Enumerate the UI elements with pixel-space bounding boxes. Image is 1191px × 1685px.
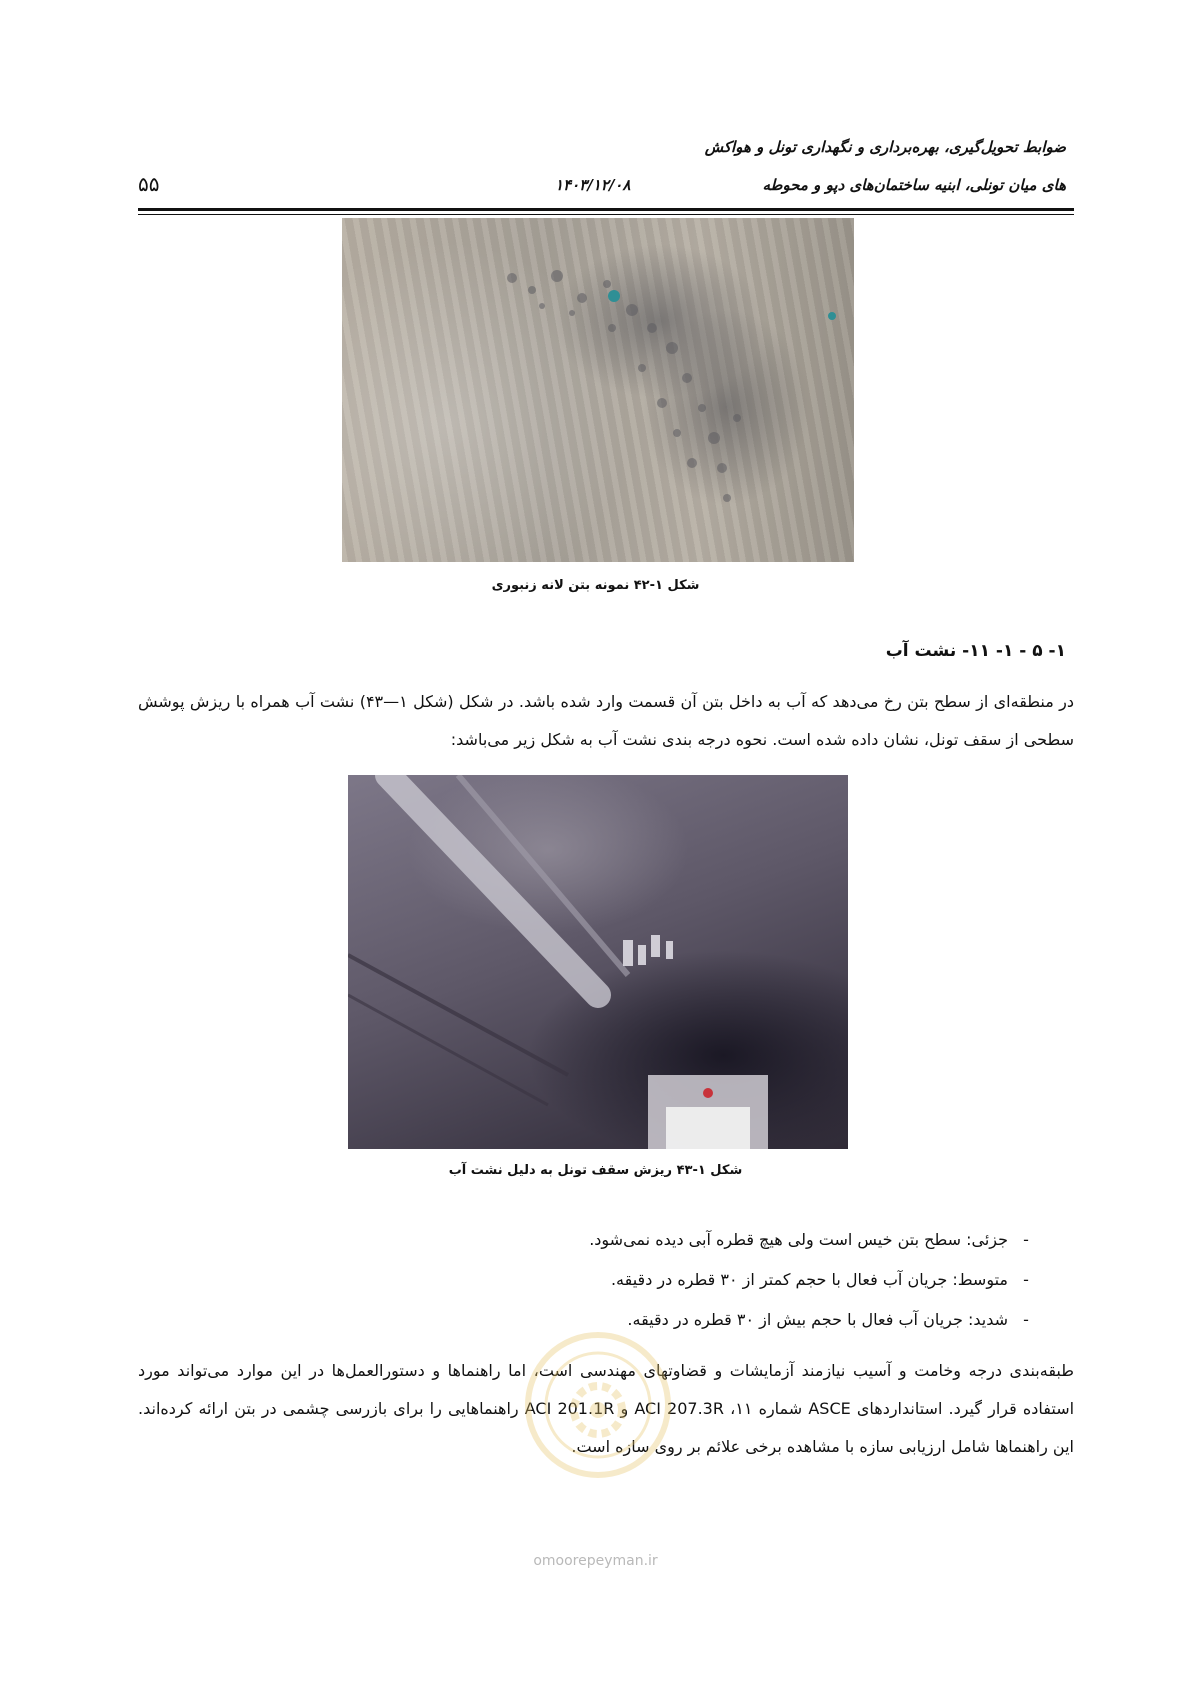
- honeycomb-concrete-photo: [342, 218, 854, 562]
- leak-grade-list: [244, 1220, 1044, 1340]
- header-date: ۱۴۰۳/۱۲/۰۸: [555, 176, 631, 194]
- tunnel-scene: [348, 775, 848, 1149]
- figure42-caption: شکل ۱-۴۲ نمونه بتن لانه زنبوری: [491, 578, 700, 593]
- paragraph-water-leak: در منطقه‌ای از سطح بتن رخ می‌دهد که آب به داخل بتن آن قسمت وارد شده باشد. در شکل (شکل ۱—۴۳) نشت آب همراه با ریزش پوشش سطحی از سقف تونل، نشان داده شده است. نحوه درجه بندی نشت آب به شکل زیر می‌باشد:: [138, 692, 1075, 749]
- list-item: - شدید: جریان آب فعال با حجم بیش از ۳۰ قطره در دقیقه.: [244, 1300, 1044, 1340]
- watermark-site: omoorepeyman.ir: [533, 1553, 658, 1569]
- list-item: - متوسط: جریان آب فعال با حجم کمتر از ۳۰ قطره در دقیقه.: [244, 1260, 1044, 1300]
- page-number: ۵۵: [138, 172, 160, 196]
- header-title-line1: ضوابط تحویل‌گیری، بهره‌برداری و نگهداری تونل و هواکش: [704, 138, 1066, 156]
- header-rule-thin: [138, 214, 1074, 215]
- watermark-seal-icon: [523, 1330, 673, 1480]
- honeycomb-texture: [342, 218, 854, 562]
- header-title-line2: های میان تونلی، ابنیه ساختمان‌های دپو و محوطه: [762, 176, 1066, 194]
- tunnel-ceiling-photo: [348, 775, 848, 1149]
- paragraph-classification: طبقه‌بندی درجه وخامت و آسیب نیازمند آزمایشات و قضاوتهای مهندسی است، اما راهنماها و دستورالعمل‌ها در این موارد می‌تواند مورد استفاده قرار گیرد. استانداردهای ASCE شماره ۱۱، ACI 207.3R و ACI 201.1R راهنماهایی را برای بازرسی چشمی در بتن ارائه کرده‌اند. این راهنماها شامل ارزیابی سازه با مشاهده برخی علائم بر روی سازه است.: [138, 1361, 1075, 1456]
- section-title: ۱- ۵ - ۱- ۱۱- نشت آب: [885, 641, 1066, 661]
- figure43-caption: شکل ۱-۴۳ ریزش سقف تونل به دلیل نشت آب: [448, 1163, 743, 1178]
- header-rule-thick: [138, 208, 1074, 211]
- list-item: - جزئی: سطح بتن خیس است ولی هیچ قطره آبی دیده نمی‌شود.: [244, 1220, 1044, 1260]
